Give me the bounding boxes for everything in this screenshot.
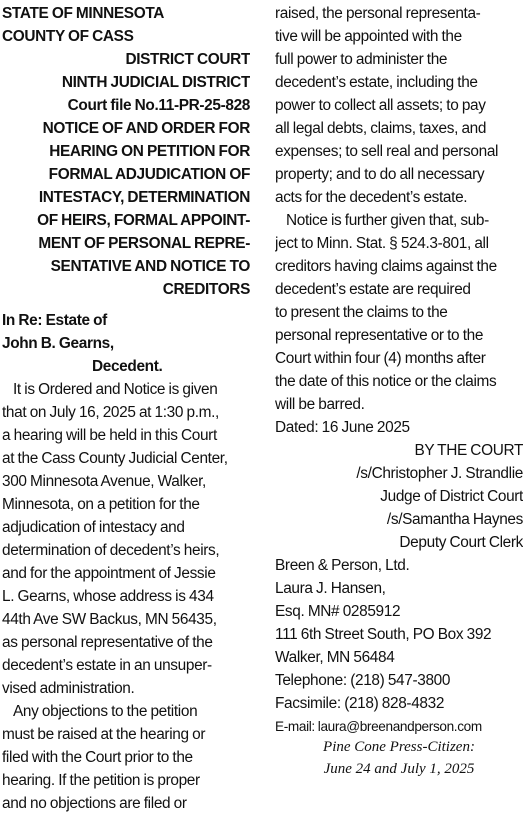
body-line: hearing. If the petition is proper: [2, 772, 200, 789]
body-line: Court within four (4) months after: [275, 350, 486, 367]
publication-dates: June 24 and July 1, 2025: [323, 761, 475, 777]
body-line: at the Cass County Judicial Center,: [2, 450, 228, 467]
body-line: ject to Minn. Stat. § 524.3-801, all: [275, 235, 489, 252]
county-line: COUNTY OF CASS: [2, 28, 134, 45]
body-line: a hearing will be held in this Court: [2, 427, 217, 444]
caption-name: John B. Gearns,: [2, 335, 114, 352]
body-line: 44th Ave SW Backus, MN 56435,: [2, 611, 217, 628]
attorney-city: Walker, MN 56484: [275, 649, 395, 666]
body-line: Any objections to the petition: [13, 703, 198, 720]
body-line: personal representative or to the: [275, 327, 484, 344]
body-line: decedent’s estate are required: [275, 281, 471, 298]
caption-decedent: Decedent.: [92, 358, 163, 375]
publication-paper: Pine Cone Press-Citizen:: [323, 739, 475, 755]
body-line: vised administration.: [2, 680, 135, 697]
body-line: decedent’s estate in an unsuper-: [2, 657, 212, 674]
notice-title-line: FORMAL ADJUDICATION OF: [48, 166, 250, 183]
body-line: all legal debts, claims, taxes, and: [275, 120, 487, 137]
body-line: expenses; to sell real and personal: [275, 143, 499, 160]
body-line: must be raised at the hearing or: [2, 726, 206, 743]
attorney-telephone: Telephone: (218) 547-3800: [275, 672, 451, 689]
body-line: adjudication of intestacy and: [2, 519, 185, 536]
state-line: STATE OF MINNESOTA: [2, 5, 164, 22]
notice-title-line: SENTATIVE AND NOTICE TO: [50, 258, 250, 275]
dated-line: Dated: 16 June 2025: [275, 419, 410, 436]
body-line: as personal representative of the: [2, 634, 213, 651]
body-line: filed with the Court prior to the: [2, 749, 193, 766]
body-line: raised, the personal representa-: [275, 5, 481, 22]
body-line: Notice is further given that, sub-: [286, 212, 489, 229]
attorney-license: Esq. MN# 0285912: [275, 603, 401, 620]
attorney-firm: Breen & Person, Ltd.: [275, 557, 410, 574]
attorney-email: E-mail: laura@breenandperson.com: [275, 719, 482, 734]
file-number: Court file No.11-PR-25-828: [67, 97, 250, 114]
right-column: [275, 2, 523, 738]
body-line: 300 Minnesota Avenue, Walker,: [2, 473, 206, 490]
notice-title-line: NOTICE OF AND ORDER FOR: [42, 120, 250, 137]
court-line: DISTRICT COURT: [125, 51, 250, 68]
clerk-title: Deputy Court Clerk: [399, 534, 523, 551]
body-line: to present the claims to the: [275, 304, 448, 321]
left-column: [2, 2, 250, 815]
by-the-court: BY THE COURT: [414, 442, 523, 459]
body-line: and no objections are filed or: [2, 795, 187, 812]
body-line: that on July 16, 2025 at 1:30 p.m.,: [2, 404, 219, 421]
body-line: It is Ordered and Notice is given: [13, 381, 218, 398]
notice-title-line: MENT OF PERSONAL REPRE-: [38, 235, 250, 252]
notice-title-line: OF HEIRS, FORMAL APPOINT-: [37, 212, 250, 229]
body-line: and for the appointment of Jessie: [2, 565, 216, 582]
body-line: tive will be appointed with the: [275, 28, 462, 45]
body-line: power to collect all assets; to pay: [275, 97, 486, 114]
attorney-name: Laura J. Hansen,: [275, 580, 386, 597]
attorney-facsimile: Facsimile: (218) 828-4832: [275, 695, 445, 712]
caption-in-re: In Re: Estate of: [2, 312, 107, 329]
body-line: creditors having claims against the: [275, 258, 497, 275]
notice-title-line: HEARING ON PETITION FOR: [49, 143, 250, 160]
district-line: NINTH JUDICIAL DISTRICT: [61, 74, 250, 91]
body-line: acts for the decedent’s estate.: [275, 189, 468, 206]
body-line: full power to administer the: [275, 51, 448, 68]
body-line: determination of decedent’s heirs,: [2, 542, 220, 559]
judge-title: Judge of District Court: [380, 488, 523, 505]
attorney-street: 111 6th Street South, PO Box 392: [275, 626, 492, 643]
body-line: the date of this notice or the claims: [275, 373, 497, 390]
body-line: decedent’s estate, including the: [275, 74, 478, 91]
judge-signature: /s/Christopher J. Strandlie: [356, 465, 523, 482]
notice-title-line: INTESTACY, DETERMINATION: [38, 189, 250, 206]
body-line: Minnesota, on a petition for the: [2, 496, 200, 513]
body-line: property; and to do all necessary: [275, 166, 485, 183]
notice-title-line: CREDITORS: [162, 281, 250, 298]
clerk-signature: /s/Samantha Haynes: [386, 511, 523, 528]
publication-info: [275, 736, 523, 780]
body-line: will be barred.: [275, 396, 365, 413]
body-line: L. Gearns, whose address is 434: [2, 588, 214, 605]
